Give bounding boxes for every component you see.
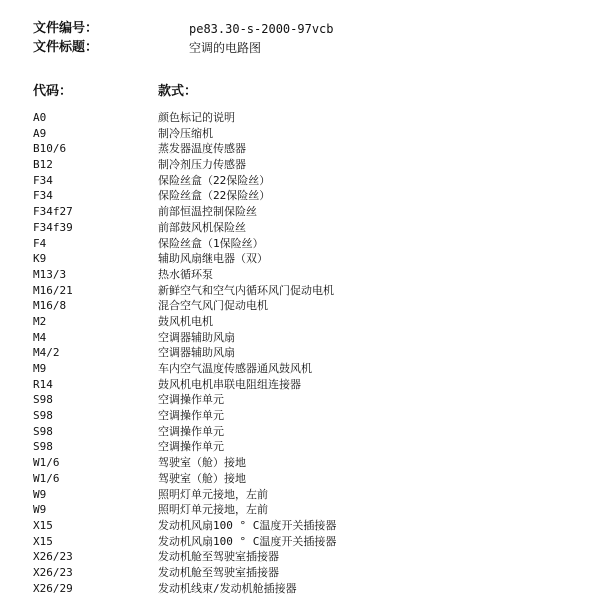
table-row — [33, 157, 573, 173]
component-description: 发动机风扇100 ° C温度开关插接器 — [158, 534, 337, 548]
table-row — [33, 455, 573, 471]
table-row — [33, 283, 573, 299]
table-row — [33, 424, 573, 440]
component-description: 发动机舱至驾驶室插接器 — [158, 550, 279, 564]
description-column-header: 款式： — [158, 84, 198, 99]
component-description: 前部鼓风机保险丝 — [158, 220, 246, 234]
table-row — [33, 126, 573, 142]
component-code: F34 — [33, 189, 53, 203]
component-code: S98 — [33, 424, 53, 438]
component-description: 发动机风扇100 ° C温度开关插接器 — [158, 518, 337, 532]
component-description: 制冷剂压力传感器 — [158, 158, 246, 172]
table-row — [33, 408, 573, 424]
component-description: 新鲜空气和空气内循环风门促动电机 — [158, 283, 334, 297]
table-row — [33, 565, 573, 581]
component-code: F34f27 — [33, 205, 73, 219]
component-list — [33, 110, 573, 596]
doc-title-value: 空调的电路图 — [189, 41, 262, 55]
component-description: 驾驶室（舱）接地 — [158, 456, 246, 470]
component-code: M4 — [33, 330, 47, 344]
component-code: M9 — [33, 362, 47, 375]
component-description: 发动机舱至驾驶室插接器 — [158, 565, 279, 579]
table-row — [33, 141, 573, 157]
component-code: F34f39 — [33, 220, 73, 234]
component-code: A0 — [33, 111, 47, 124]
table-row — [33, 487, 573, 503]
table-row — [33, 518, 573, 534]
component-description: 前部恒温控制保险丝 — [158, 205, 257, 219]
component-code: M16/21 — [33, 283, 73, 297]
table-row — [33, 204, 573, 220]
component-description: 发动机线束/发动机舱插接器 — [158, 581, 297, 595]
component-code: R14 — [33, 377, 53, 391]
component-code: B12 — [33, 158, 53, 172]
component-description: 保险丝盒（1保险丝） — [158, 236, 264, 250]
table-row — [33, 236, 573, 252]
component-code: X26/29 — [33, 581, 73, 595]
component-description: 车内空气温度传感器通风鼓风机 — [158, 362, 312, 375]
table-row — [33, 110, 573, 126]
component-description: 照明灯单元接地，左前 — [158, 503, 268, 517]
component-code: B10/6 — [33, 142, 67, 156]
doc-number-label: 文件编号： — [33, 21, 99, 36]
table-row — [33, 361, 573, 377]
component-description: 空调操作单元 — [158, 393, 224, 407]
table-row — [33, 549, 573, 565]
table-row — [33, 220, 573, 236]
component-description: 鼓风机电机串联电阻组连接器 — [158, 377, 301, 391]
component-description: 颜色标记的说明 — [158, 111, 235, 124]
table-row — [33, 534, 573, 550]
component-description: 蒸发器温度传感器 — [158, 142, 246, 156]
component-description: 驾驶室（舱）接地 — [158, 471, 246, 485]
component-code: A9 — [33, 126, 47, 140]
component-code: M16/8 — [33, 299, 67, 313]
component-description: 照明灯单元接地，左前 — [158, 487, 268, 501]
component-code: W9 — [33, 503, 47, 517]
component-code: S98 — [33, 409, 53, 423]
component-description: 空调操作单元 — [158, 409, 224, 423]
table-row — [33, 314, 573, 330]
table-row — [33, 345, 573, 361]
table-row — [33, 188, 573, 204]
table-row — [33, 471, 573, 487]
component-code: S98 — [33, 440, 53, 454]
table-row — [33, 330, 573, 346]
component-code: X26/23 — [33, 550, 73, 564]
component-description: 制冷压缩机 — [158, 126, 213, 140]
component-code: M2 — [33, 314, 47, 328]
component-code: F34 — [33, 173, 53, 187]
component-description: 保险丝盒（22保险丝） — [158, 189, 271, 203]
table-row — [33, 581, 573, 596]
table-row — [33, 377, 573, 393]
component-description: 辅助风扇继电器（双） — [158, 252, 268, 266]
component-code: M4/2 — [33, 346, 60, 360]
component-code: K9 — [33, 252, 47, 266]
component-code: X15 — [33, 534, 53, 548]
component-code: W1/6 — [33, 471, 60, 485]
component-code: W1/6 — [33, 456, 60, 470]
component-code: S98 — [33, 393, 53, 407]
table-row — [33, 502, 573, 518]
component-code: X15 — [33, 518, 53, 532]
component-description: 空调器辅助风扇 — [158, 330, 235, 344]
component-description: 空调器辅助风扇 — [158, 346, 235, 360]
table-header — [33, 80, 573, 98]
component-description: 混合空气风门促动电机 — [158, 299, 268, 313]
component-description: 鼓风机电机 — [158, 314, 213, 328]
component-description: 空调操作单元 — [158, 440, 224, 454]
table-row — [33, 298, 573, 314]
code-column-header: 代码： — [33, 84, 73, 99]
table-row — [33, 173, 573, 189]
doc-title-label: 文件标题： — [33, 40, 99, 55]
component-description: 空调操作单元 — [158, 424, 224, 438]
component-code: X26/23 — [33, 565, 73, 579]
table-row — [33, 439, 573, 455]
component-code: W9 — [33, 487, 47, 501]
table-row — [33, 267, 573, 283]
doc-number-value: pe83.30-s-2000-97vcb — [189, 22, 334, 36]
table-row — [33, 392, 573, 408]
component-code: M13/3 — [33, 267, 67, 281]
component-description: 热水循环泵 — [158, 267, 213, 281]
component-code: F4 — [33, 236, 47, 250]
table-row — [33, 251, 573, 267]
component-description: 保险丝盒（22保险丝） — [158, 173, 271, 187]
